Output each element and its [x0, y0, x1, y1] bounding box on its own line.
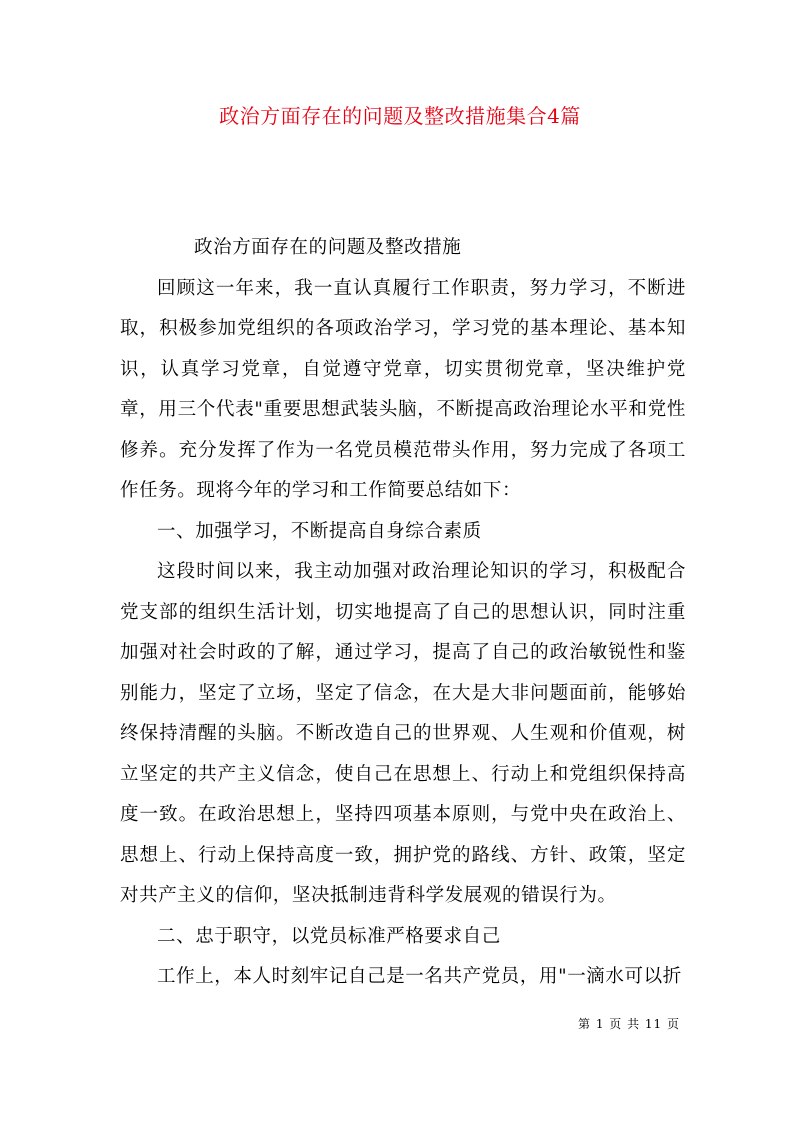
section-heading: 一、加强学习，不断提高自身综合素质	[157, 520, 482, 542]
document-title: 政治方面存在的问题及整改措施集合4篇	[219, 104, 581, 128]
paragraph: 工作上，本人时刻牢记自己是一名共产党员，用"一滴水可以折	[157, 966, 682, 987]
paragraph: 这段时间以来，我主动加强对政治理论知识的学习，积极配合党支部的组织生活计划，切实地提高了自己的思想认识，同时注重加强对社会时政的了解，通过学习，提高了自己的政治敏锐性和鉴别能力，坚定了立场，坚定了信念，在大是大非问题面前，能够始终保持清醒的头脑。不断改造自己的世界观、人生观和价值观，树立坚定的共产主义信念，使自己在思想上、行动上和党组织保持高度一致。在政治思想上，坚持四项基本原则，与党中央在政治上、思想上、行动上保持高度一致，拥护党的路线、方针、政策，坚定对共产主义的信仰，坚决抵制违背科学发展观的错误行为。	[120, 561, 686, 906]
document-body	[120, 228, 686, 998]
page-number-footer: 第 1 页 共 11 页	[578, 1017, 680, 1031]
paragraph: 回顾这一年来，我一直认真履行工作职责，努力学习，不断进取，积极参加党组织的各项政治学习，学习党的基本理论、基本知识，认真学习党章，自觉遵守党章，切实贯彻党章，坚决维护党章，用三个代表"重要思想武装头脑，不断提高政治理论水平和党性修养。充分发挥了作为一名党员模范带头作用，努力完成了各项工作任务。现将今年的学习和工作简要总结如下：	[120, 277, 686, 501]
section-heading: 二、忠于职守，以党员标准严格要求自己	[157, 925, 501, 947]
section-heading: 政治方面存在的问题及整改措施	[194, 237, 462, 258]
